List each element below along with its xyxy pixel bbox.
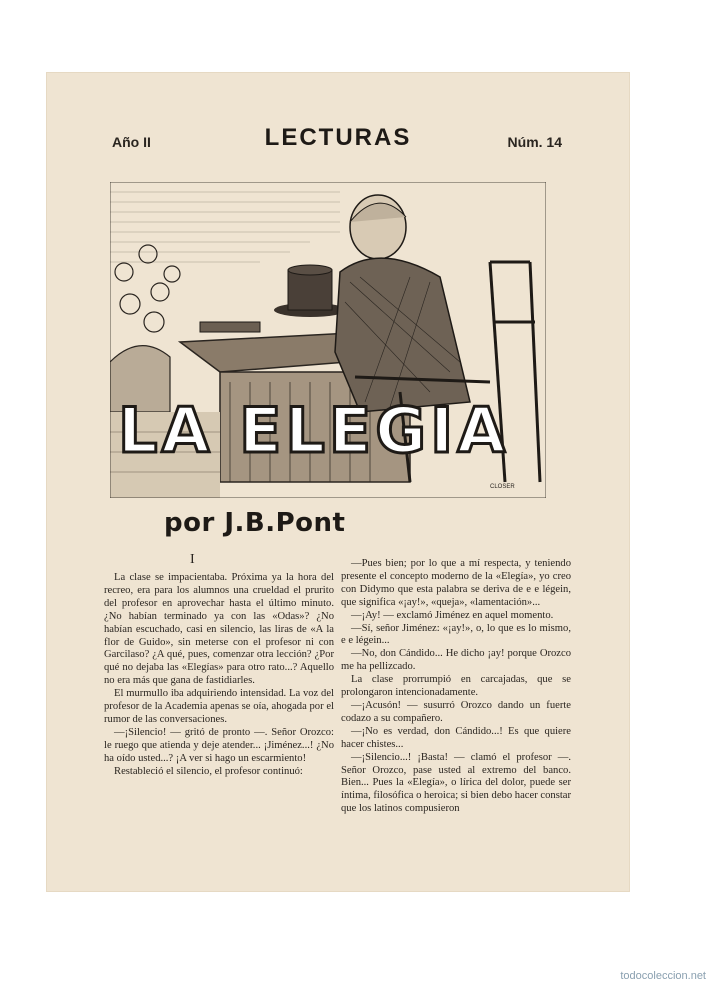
text-column-right: [341, 558, 571, 816]
title-lettering: [118, 394, 509, 467]
paragraph: —¡Silencio! — gritó de pronto —. Señor Orozco: le ruego que atienda y deje atender... ¡Jiménez...! ¿No ha oído usted...? ¡A ver si hago un escarmiento!: [104, 726, 334, 764]
magazine-page: [46, 72, 630, 892]
svg-text:LA ELEGIA: LA ELEGIA: [118, 394, 510, 467]
paragraph: La clase se impacientaba. Próxima ya la hora del recreo, era para los alumnos una crueldad el prurito del profesor en aprovechar hasta el último minuto. ¿No habían terminado ya con las «Odas»? ¿No habían escuchado, casi en silencio, las liras de «A la flor de Guido», sin meterse con el profesor ni con Garcilaso? ¿A qué, pues, comenzar otra lección? ¿Por qué no dejaba las «Elegías» para otro rato...? Aquello no era más que gana de fastidiarles.: [104, 572, 334, 687]
author-byline: por J.B.Pont: [164, 508, 346, 538]
paragraph: —¡Acusón! — susurró Orozco dando un fuerte codazo a su compañero.: [341, 699, 571, 724]
site-watermark: todocoleccion.net: [620, 970, 706, 982]
paragraph: —Pues bien; por lo que a mí respecta, y teniendo presente el concepto moderno de la «Elegía», yo creo con Didymo que esta palabra se deriva de e e légein, que significa «¡ay!», «queja», «lamentación»...: [341, 558, 571, 608]
paragraph: —¡Silencio...! ¡Basta! — clamó el profesor —. Señor Orozco, pase usted al extremo del banco. Bien... Pues la «Elegía», o lírica del dolor, puede ser íntima, filosófica o heroica; si bien debo hacer constar que los latinos compusieron: [341, 751, 571, 815]
chapter-number: I: [190, 552, 195, 567]
paragraph: —Sí, señor Jiménez: «¡ay!», o, lo que es lo mismo, e e légein...: [341, 622, 571, 647]
classroom-illustration: [110, 182, 546, 498]
paragraph: La clase prorrumpió en carcajadas, que se prolongaron intencionadamente.: [341, 674, 571, 699]
paragraph: Restableció el silencio, el profesor continuó:: [114, 765, 303, 777]
page-header: [46, 122, 630, 162]
paragraph: —No, don Cándido... He dicho ¡ay! porque Orozco me ha pellizcado.: [341, 648, 571, 673]
paragraph: —¡No es verdad, don Cándido...! Es que quiere hacer chistes...: [341, 725, 571, 750]
text-column-left: [104, 572, 334, 779]
issue-number: Núm. 14: [507, 134, 562, 150]
paragraph: El murmullo iba adquiriendo intensidad. La voz del profesor de la Academia apenas se oía, ahogada por el rumor de las conversaciones.: [104, 688, 334, 725]
artist-signature: CLOSER: [490, 484, 515, 490]
paragraph: —¡Ay! — exclamó Jiménez en aquel momento.: [351, 609, 554, 621]
magazine-title: LECTURAS: [264, 124, 412, 151]
year-label: Año II: [112, 134, 151, 150]
